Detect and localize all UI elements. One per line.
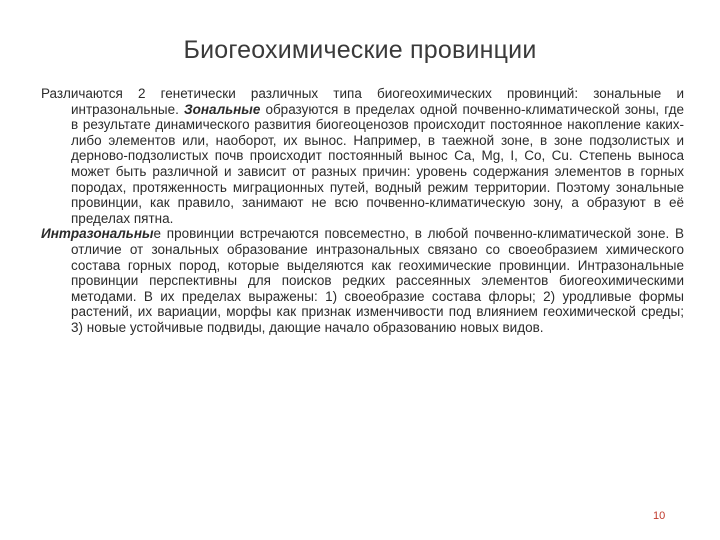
term-zonal: Зональные bbox=[183, 101, 261, 117]
paragraph-intrazonal-text: е провинции встречаются повсеместно, в любой почвенно-климатической зоне. В отличие от зональных образование интразональных связано со своеобразием химического состава горных пород, которые выделяются как геохимические провинции. Интразональные провинции перспективны для поисков редких рассеянных элементов биогеохимическими методами. В их пределах выражены: 1) своеобразие состава флоры; 2) уродливые формы растений, их вариации, морфы как признак изменчивости под влиянием геохимической среды; 3) новые устойчивые подвиды, дающие начало образованию новых видов. bbox=[71, 226, 684, 335]
term-intrazonal: Интразональны bbox=[41, 226, 154, 242]
paragraph-zonal-text: образуются в пределах одной почвенно-климатической зоны, где в результате динамического развития биогеоценозов происходит постоянное накопление каких-либо элементов или, наоборот, их вынос. Например, в таежной зоне, в зоне подзолистых и дерново-подзолистых почв происходит постоянный вынос Ca, Mg, I, Co, Cu. Степень выноса может быть различной и зависит от разных причин: уровень содержания элементов в горных породах, протяженность миграционных путей, водный режим территории. Поэтому зональные провинции, как правило, занимают не всю почвенно-климатическую зону, а образуют в её пределах пятна. bbox=[71, 101, 684, 226]
slide-title: Биогеохимические провинции bbox=[183, 36, 537, 64]
page-number: 10 bbox=[653, 510, 666, 522]
slide-body bbox=[41, 86, 684, 336]
paragraph-intrazonal bbox=[41, 226, 684, 335]
paragraph-zonal bbox=[41, 86, 684, 226]
paragraph-intro-text: Различаются 2 генетически различных типа биогеохимических провинций: зональные и интразональные. bbox=[41, 86, 684, 117]
